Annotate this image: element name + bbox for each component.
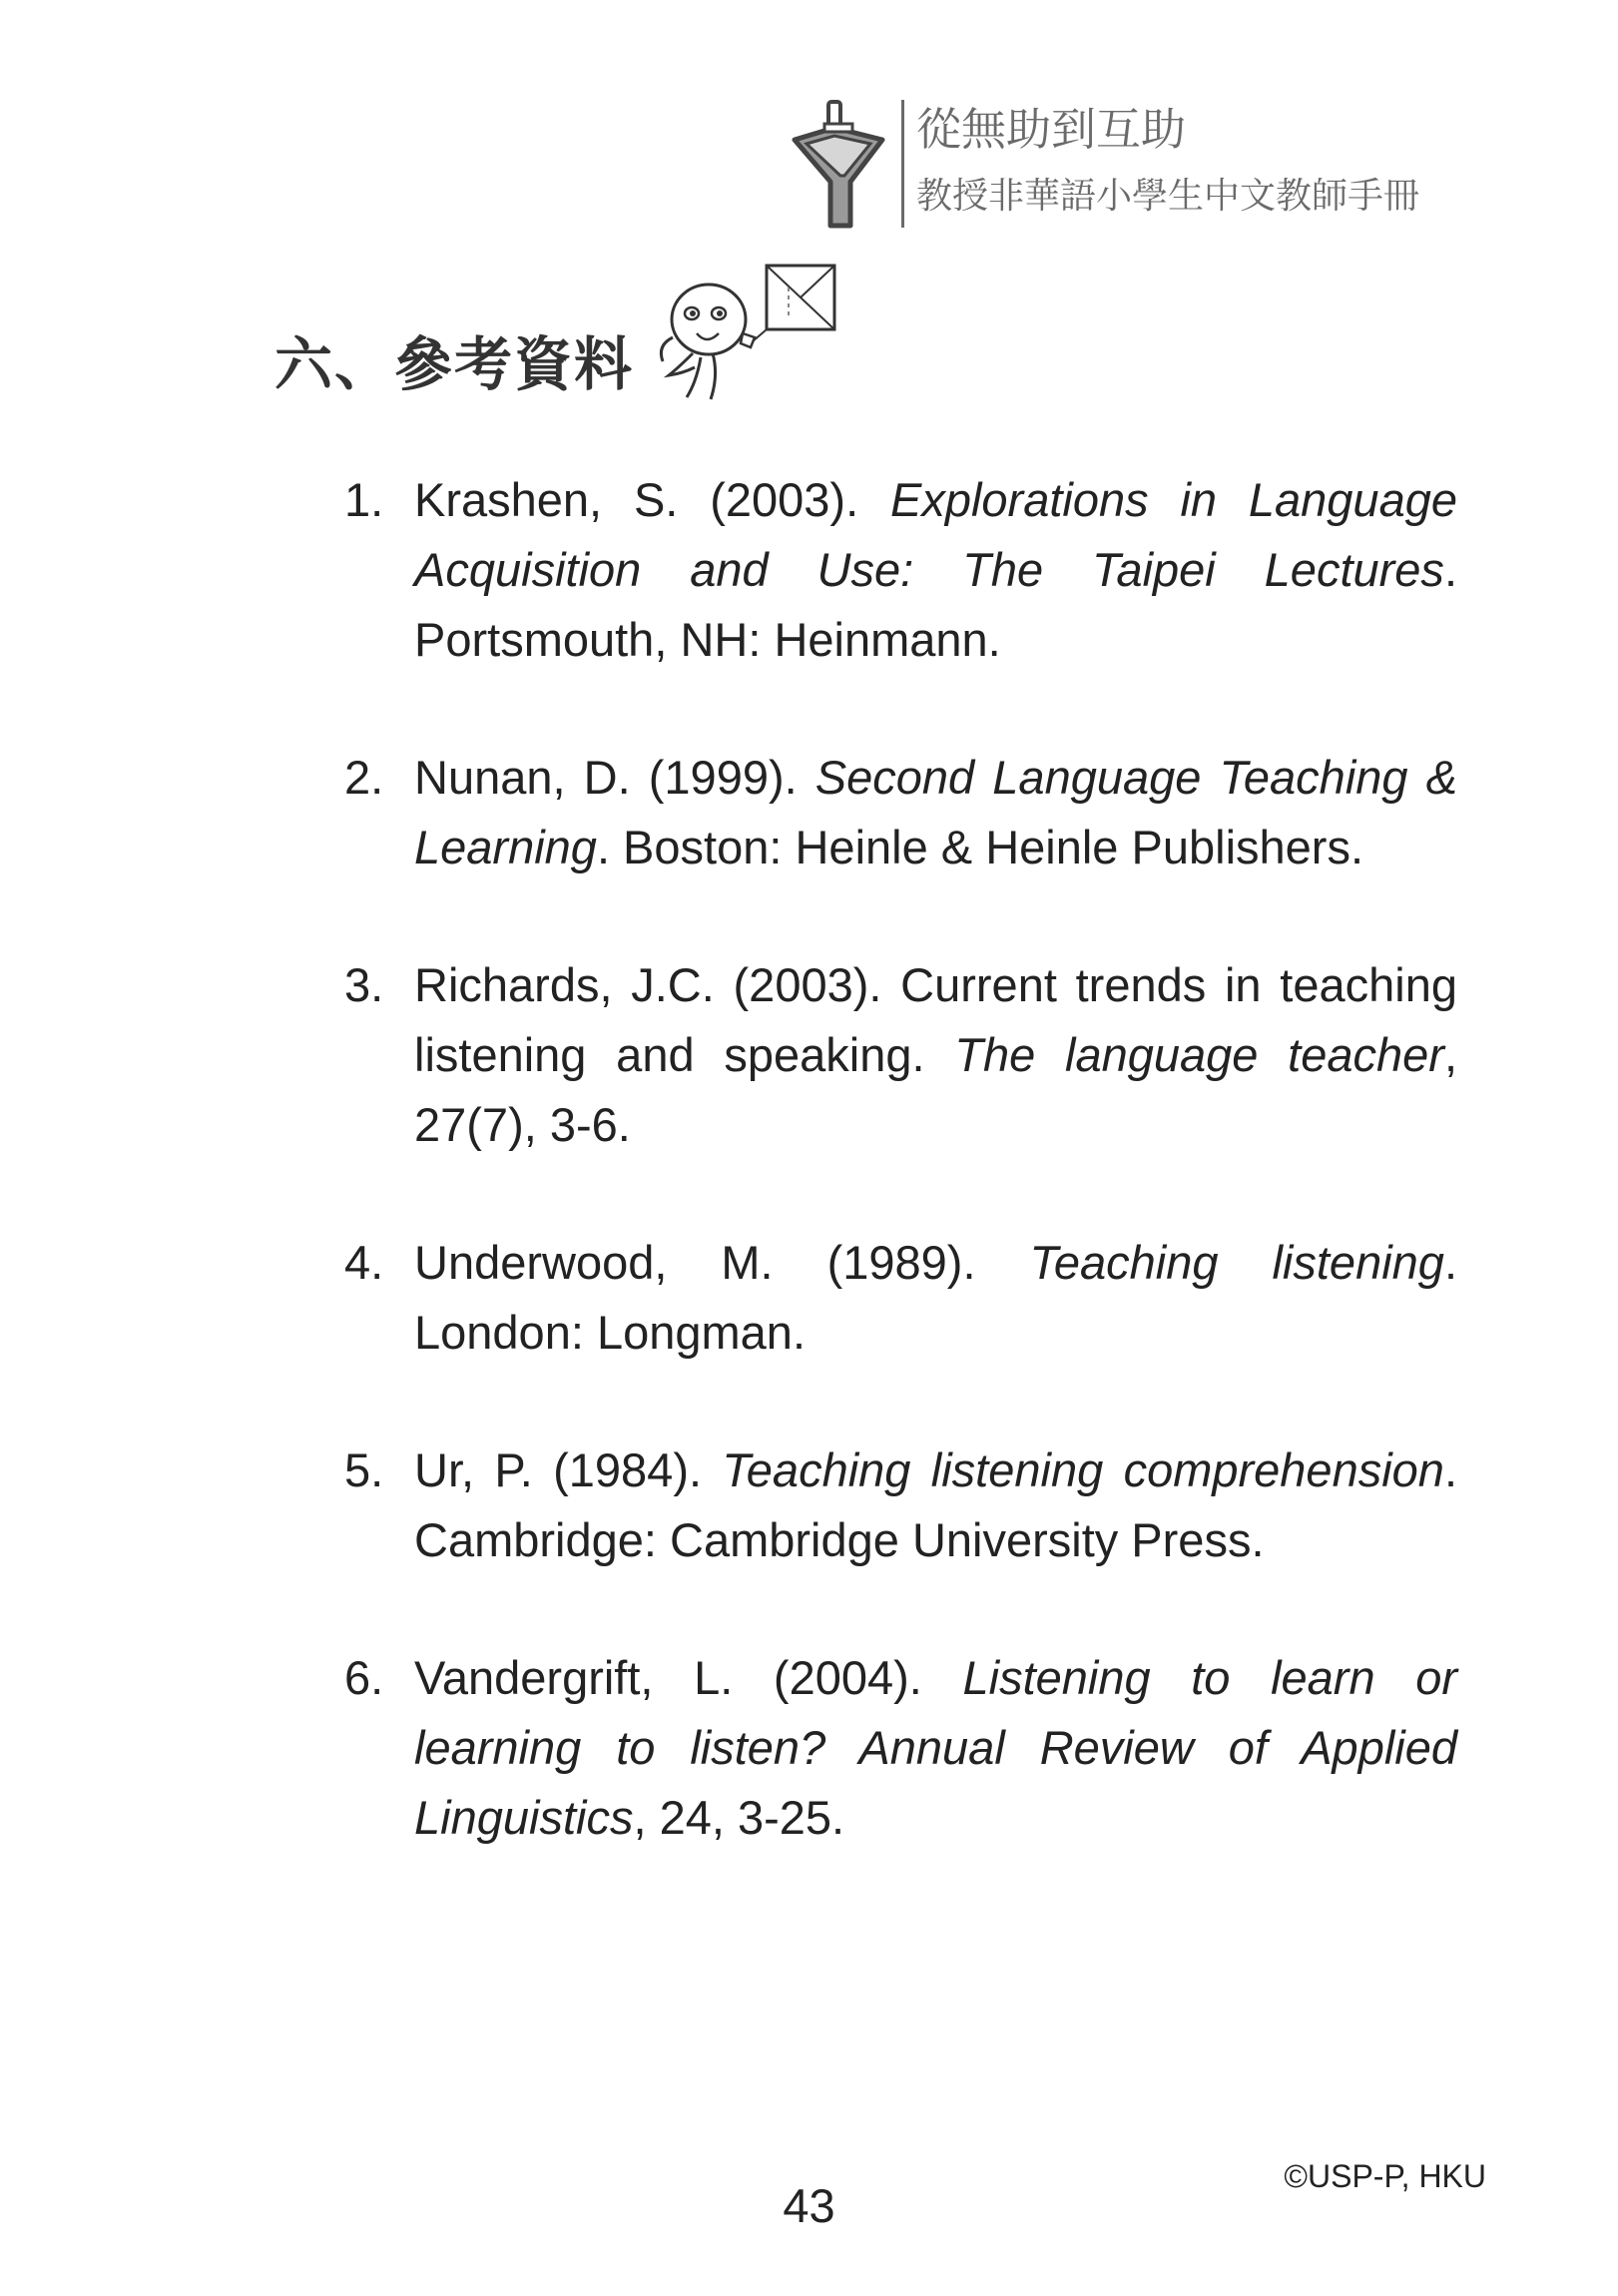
reference-item-2 — [274, 743, 1457, 882]
reference-item-4 — [274, 1228, 1457, 1368]
reference-publisher: , 24, 3-25. — [633, 1791, 845, 1844]
reference-authors: Richards, J.C. (2003). Current trends in teaching listening and speaking. — [414, 958, 1457, 1081]
reference-publisher: , 27(7), 3-6. — [414, 1028, 1457, 1151]
page-number: 43 — [783, 2179, 835, 2232]
reference-number: 4. — [344, 1236, 384, 1289]
reference-title: Teaching listening comprehension — [722, 1443, 1444, 1496]
reference-number: 2. — [344, 751, 384, 804]
reference-title: The language teacher — [954, 1028, 1444, 1081]
reference-number: 3. — [344, 958, 384, 1011]
reference-item-6 — [274, 1643, 1457, 1853]
copyright-notice: ©USP-P, HKU — [1284, 2158, 1486, 2194]
mascot-with-kite-icon — [649, 258, 848, 407]
reference-title: Listening to learn or learning to listen? Annual Review of Applied Linguistics — [414, 1651, 1458, 1844]
reference-title: Explorations in Language Acquisition and Use: The Taipei Lectures — [414, 473, 1457, 596]
reference-publisher: . Portsmouth, NH: Heinmann. — [414, 543, 1457, 666]
reference-number: 6. — [344, 1651, 384, 1704]
reference-authors: Krashen, S. (2003). — [414, 473, 890, 526]
reference-publisher: . Boston: Heinle & Heinle Publishers. — [596, 821, 1364, 873]
reference-item-1 — [274, 465, 1457, 675]
reference-item-5 — [274, 1435, 1457, 1575]
reference-authors: Vandergrift, L. (2004). — [414, 1651, 963, 1704]
y-book-logo-icon — [789, 98, 888, 234]
reference-number: 5. — [344, 1443, 384, 1496]
book-title: 從無助到互助 — [916, 103, 1187, 156]
section-heading: 六、參考資料 — [274, 330, 635, 398]
reference-publisher: . London: Longman. — [414, 1236, 1457, 1359]
reference-list — [274, 465, 1457, 1853]
reference-authors: Nunan, D. (1999). — [414, 751, 815, 804]
reference-item-3 — [274, 950, 1457, 1160]
reference-authors: Ur, P. (1984). — [414, 1443, 723, 1496]
reference-number: 1. — [344, 473, 384, 526]
reference-title: Teaching listening — [1029, 1236, 1444, 1289]
reference-publisher: . Cambridge: Cambridge University Press. — [414, 1443, 1457, 1566]
reference-title: Second Language Teaching & Learning — [414, 751, 1457, 873]
header-divider — [901, 100, 904, 228]
reference-authors: Underwood, M. (1989). — [414, 1236, 1030, 1289]
book-subtitle: 教授非華語小學生中文教師手冊 — [916, 176, 1420, 217]
